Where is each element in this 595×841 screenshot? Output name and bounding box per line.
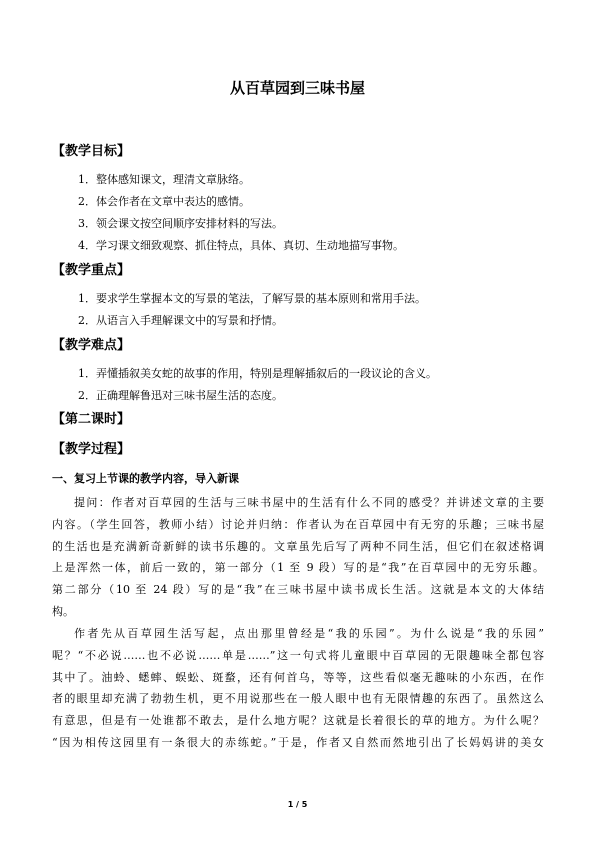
key-point-item: 1．要求学生掌握本文的写景的笔法，了解写景的基本原则和常用手法。 bbox=[78, 292, 426, 305]
goal-item: 3．领会课文按空间顺序安排材料的写法。 bbox=[78, 217, 283, 230]
heading-teaching-process: 【教学过程】 bbox=[52, 442, 131, 457]
paragraph-line: 构。 bbox=[52, 604, 74, 618]
goal-item: 2．体会作者在文章中表达的感情。 bbox=[78, 195, 250, 208]
heading-difficulties: 【教学难点】 bbox=[52, 338, 131, 353]
paragraph-line: 有意思，但是有一处谁都不敢去，是什么地方呢？这就是长着很长的草的地方。为什么呢？ bbox=[52, 714, 544, 728]
paragraph-line: 作者先从百草园生活写起，点出那里曾经是“我的乐园”。为什么说是“我的乐园” bbox=[74, 627, 544, 640]
paragraph-line: 第二部分（10 至 24 段）写的是“我”在三味书屋中读书成长生活。这就是本文的大体结 bbox=[52, 583, 544, 597]
difficulty-item: 2．正确理解鲁迅对三味书屋生活的态度。 bbox=[78, 389, 283, 402]
document-title: 从百草园到三味书屋 bbox=[229, 79, 365, 97]
paragraph-line: 内容。（学生回答，教师小结）讨论并归纳：作者认为在百草园中有无穷的乐趣；三味书屋 bbox=[52, 517, 544, 531]
paragraph-line: 提问：作者对百草园的生活与三味书屋中的生活有什么不同的感受？并讲述文章的主要 bbox=[74, 496, 544, 509]
goal-item: 4．学习课文细致观察、抓住特点，具体、真切、生动地描写事物。 bbox=[78, 239, 404, 252]
paragraph-line: 者的眼里却充满了勃勃生机，更不用说那些在一般人眼中也有无限情趣的东西了。虽然这么 bbox=[52, 692, 544, 706]
goal-item: 1．整体感知课文，理清文章脉络。 bbox=[78, 173, 250, 186]
heading-second-lesson: 【第二课时】 bbox=[52, 412, 131, 427]
paragraph-line: 的生活也是充满新奇新鲜的读书乐趣的。文章虽先后写了两种不同生活，但它们在叙述格调 bbox=[52, 539, 544, 553]
part1-subheading: 一、复习上节课的教学内容，导入新课 bbox=[52, 472, 239, 485]
paragraph-line: “因为相传这园里有一条很大的赤练蛇。”于是，作者又自然而然地引出了长妈妈讲的美女 bbox=[52, 735, 544, 749]
paragraph-line: 其中了。油蛉、蟋蟀、蜈蚣、斑蝥，还有何首乌，等等，这些看似毫无趣味的小东西，在作 bbox=[52, 670, 544, 684]
paragraph-line: 上是浑然一体，前后一致的，第一部分（1 至 9 段）写的是“我”在百草园中的无穷乐趣。 bbox=[52, 561, 544, 575]
key-point-item: 2．从语言入手理解课文中的写景和抒情。 bbox=[78, 314, 283, 327]
page-number: 1 / 5 bbox=[287, 800, 308, 809]
difficulty-item: 1．弄懂插叙美女蛇的故事的作用，特别是理解插叙后的一段议论的含义。 bbox=[78, 367, 437, 380]
heading-teaching-goals: 【教学目标】 bbox=[52, 144, 131, 159]
paragraph-line: 呢？“不必说……也不必说……单是……”这一句式将儿童眼中百草园的无限趣味全都包容 bbox=[52, 648, 544, 662]
paragraph-2 bbox=[52, 623, 544, 754]
paragraph-1 bbox=[52, 492, 544, 623]
heading-key-points: 【教学重点】 bbox=[52, 263, 131, 278]
